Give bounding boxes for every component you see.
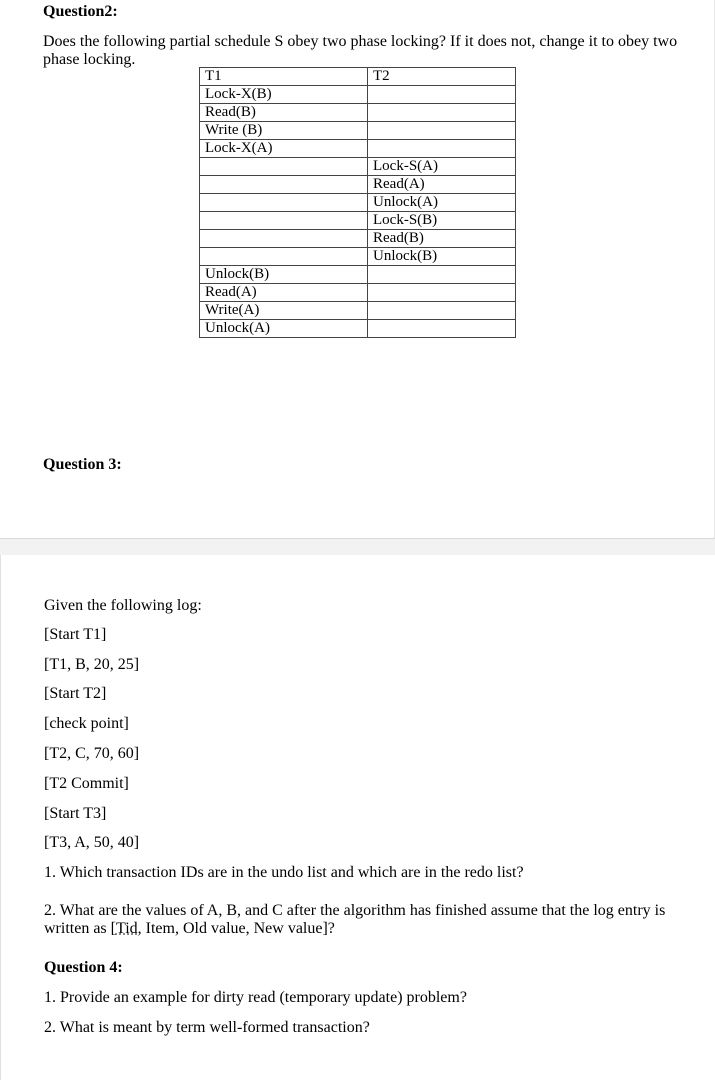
question4-q2: 2. What is meant by term well-formed transaction? — [44, 1019, 370, 1036]
table-row — [200, 122, 516, 140]
question3-q1: 1. Which transaction IDs are in the undo list and which are in the redo list? — [44, 864, 524, 881]
question2-text: Does the following partial schedule S obey two phase locking? If it does not, change it to obey two phase locking. — [43, 33, 678, 68]
page-1 — [0, 0, 715, 538]
table-cell — [200, 158, 368, 176]
page-2 — [0, 555, 715, 1080]
table-cell: Unlock(A) — [368, 194, 516, 212]
table-cell: Unlock(B) — [368, 248, 516, 266]
table-row — [200, 230, 516, 248]
log-entry: [Start T1] — [44, 626, 107, 643]
table-cell — [368, 104, 516, 122]
table-cell: Lock-S(B) — [368, 212, 516, 230]
table-cell — [200, 194, 368, 212]
table-cell: Read(B) — [368, 230, 516, 248]
log-entry: [check point] — [44, 715, 129, 732]
table-cell: Write(A) — [200, 302, 368, 320]
table-cell — [368, 284, 516, 302]
table-row — [200, 320, 516, 338]
table-row — [200, 140, 516, 158]
table-cell: Read(A) — [368, 176, 516, 194]
table-cell: Read(B) — [200, 104, 368, 122]
table-cell — [368, 140, 516, 158]
table-cell — [368, 86, 516, 104]
table-cell — [200, 176, 368, 194]
header-cell: T2 — [368, 68, 516, 86]
page-separator — [0, 538, 715, 556]
table-cell — [200, 230, 368, 248]
table-cell — [368, 302, 516, 320]
table-row — [200, 284, 516, 302]
schedule-table — [199, 67, 516, 338]
table-row — [200, 158, 516, 176]
question2-title: Question2: — [43, 3, 118, 20]
table-cell: Lock-X(B) — [200, 86, 368, 104]
log-intro: Given the following log: — [44, 597, 202, 614]
table-row — [200, 194, 516, 212]
question3-q2-text-b: , Item, Old value, New value]? — [137, 920, 335, 937]
table-cell: Write (B) — [200, 122, 368, 140]
tid-word: Tid — [115, 920, 138, 937]
table-header — [200, 68, 516, 86]
question4-title: Question 4: — [44, 959, 123, 976]
table-row — [200, 212, 516, 230]
table-cell — [368, 122, 516, 140]
log-entry: [Start T2] — [44, 685, 107, 702]
log-entry: [T2 Commit] — [44, 775, 129, 792]
table-cell — [200, 212, 368, 230]
table-cell — [200, 248, 368, 266]
table-row — [200, 266, 516, 284]
table-cell: Read(A) — [200, 284, 368, 302]
table-row — [200, 302, 516, 320]
question3-q2-text-a: 2. What are the values of A, B, and C after the algorithm has finished assume that the log entry is written as [ — [44, 902, 666, 937]
table-row — [200, 248, 516, 266]
table-row — [200, 176, 516, 194]
table-cell: Lock-S(A) — [368, 158, 516, 176]
log-entry: [T3, A, 50, 40] — [44, 834, 140, 851]
header-cell: T1 — [200, 68, 368, 86]
log-entry: [T2, C, 70, 60] — [44, 745, 140, 762]
question3-title: Question 3: — [43, 456, 122, 473]
table-cell: Unlock(B) — [200, 266, 368, 284]
table-cell — [368, 320, 516, 338]
table-cell: Unlock(A) — [200, 320, 368, 338]
log-entry: [Start T3] — [44, 805, 107, 822]
table-cell — [368, 266, 516, 284]
question4-q1: 1. Provide an example for dirty read (temporary update) problem? — [44, 989, 467, 1006]
table-row — [200, 104, 516, 122]
table-cell: Lock-X(A) — [200, 140, 368, 158]
question3-q2 — [44, 902, 704, 938]
table-row — [200, 86, 516, 104]
log-entry: [T1, B, 20, 25] — [44, 656, 140, 673]
